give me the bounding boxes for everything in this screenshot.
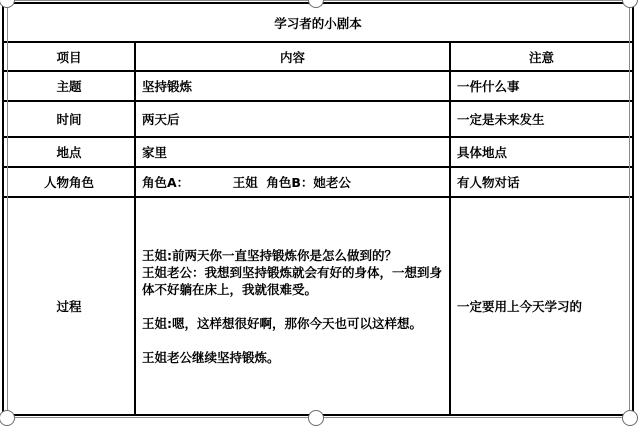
process-note: 一定要用上今天学习的 xyxy=(450,197,633,415)
dialogue-line: 王姐老公继续坚持锻炼。 xyxy=(142,349,280,365)
process-content xyxy=(135,197,450,415)
resize-handle-bottom-center[interactable] xyxy=(308,410,324,426)
table-row xyxy=(3,167,633,197)
header-note: 注意 xyxy=(450,42,633,71)
row-item: 时间 xyxy=(3,101,135,137)
row-item: 主题 xyxy=(3,71,135,101)
header-row xyxy=(3,42,633,71)
header-content: 内容 xyxy=(135,42,450,71)
process-row xyxy=(3,197,633,415)
row-content: 两天后 xyxy=(135,101,450,137)
row-note: 一件什么事 xyxy=(450,71,633,101)
script-table[interactable] xyxy=(2,2,634,416)
row-item: 地点 xyxy=(3,137,135,167)
table-row xyxy=(3,137,633,167)
row-item: 人物角色 xyxy=(3,167,135,197)
row-content: 家里 xyxy=(135,137,450,167)
process-item: 过程 xyxy=(3,197,135,415)
dialogue-line: 王姐:前两天你一直坚持锻炼你是怎么做到的？ xyxy=(142,247,397,263)
resize-handle-bottom-left[interactable] xyxy=(0,410,15,426)
row-note: 有人物对话 xyxy=(450,167,633,197)
title-row xyxy=(3,3,633,42)
row-content: 坚持锻炼 xyxy=(135,71,450,101)
row-content: 角色A： 王姐 角色B：她老公 xyxy=(135,167,450,197)
resize-handle-bottom-right[interactable] xyxy=(622,410,638,426)
table-title: 学习者的小剧本 xyxy=(3,3,633,42)
header-item: 项目 xyxy=(3,42,135,71)
row-note: 一定是未来发生 xyxy=(450,101,633,137)
dialogue-line: 王姐:嗯，这样想很好啊，那你今天也可以这样想。 xyxy=(142,315,422,331)
table-row xyxy=(3,71,633,101)
table-row xyxy=(3,101,633,137)
row-note: 具体地点 xyxy=(450,137,633,167)
dialogue-line: 王姐老公：我想到坚持锻炼就会有好的身体，一想到身体不好躺在床上，我就很难受。 xyxy=(142,264,443,297)
